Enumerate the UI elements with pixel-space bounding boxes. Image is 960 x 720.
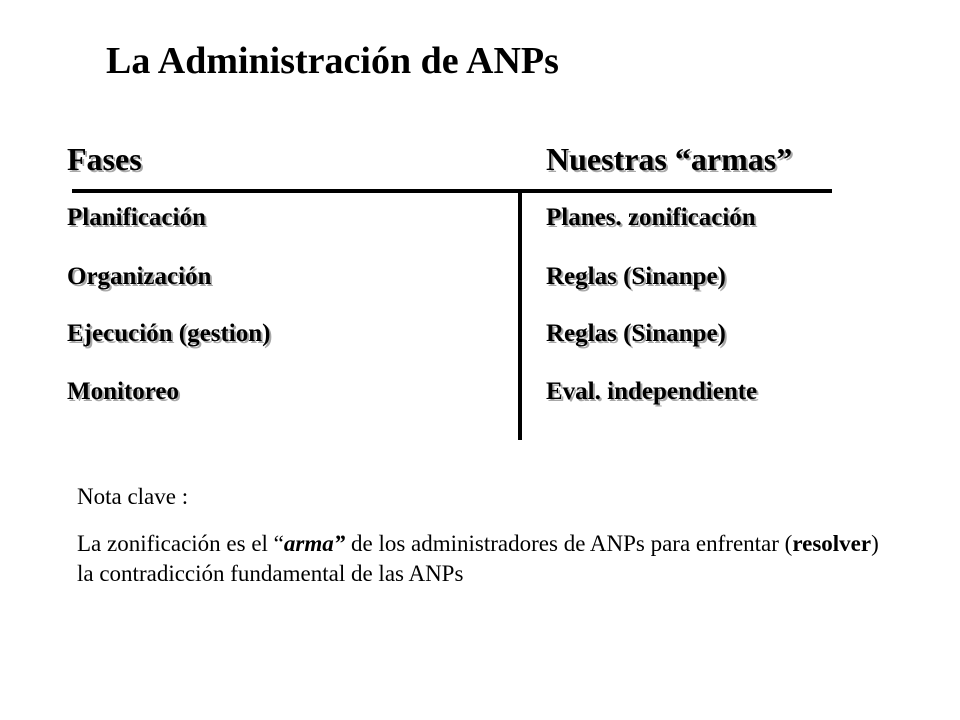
row-fase-4: Monitoreo	[67, 378, 180, 405]
row-arma-3: Reglas (Sinanpe)	[546, 320, 726, 347]
row-fase-1: Planificación	[67, 204, 206, 231]
row-arma-2: Reglas (Sinanpe)	[546, 263, 726, 290]
row-fase-3: Ejecución (gestion)	[67, 320, 271, 347]
header-armas: Nuestras “armas”	[546, 141, 793, 177]
note-body	[77, 529, 897, 589]
note-emphasis-arma: arma”	[283, 531, 346, 556]
note-text-part-3: ) la contradicción fundamental de las ANPs	[77, 531, 879, 586]
note-emphasis-resolver: resolver	[792, 531, 872, 556]
note-text-part-1: La zonificación es el “	[77, 531, 284, 556]
row-arma-4: Eval. independiente	[546, 378, 758, 405]
header-fases: Fases	[67, 141, 142, 177]
table-horizontal-divider	[72, 189, 832, 193]
slide-title: La Administración de ANPs	[106, 40, 559, 82]
table-vertical-divider	[518, 191, 522, 440]
note-text-part-2: de los administradores de ANPs para enfrentar (	[345, 531, 793, 556]
row-fase-2: Organización	[67, 263, 212, 290]
key-note	[77, 482, 897, 589]
row-arma-1: Planes. zonificación	[546, 204, 756, 231]
note-label: Nota clave :	[77, 484, 189, 509]
